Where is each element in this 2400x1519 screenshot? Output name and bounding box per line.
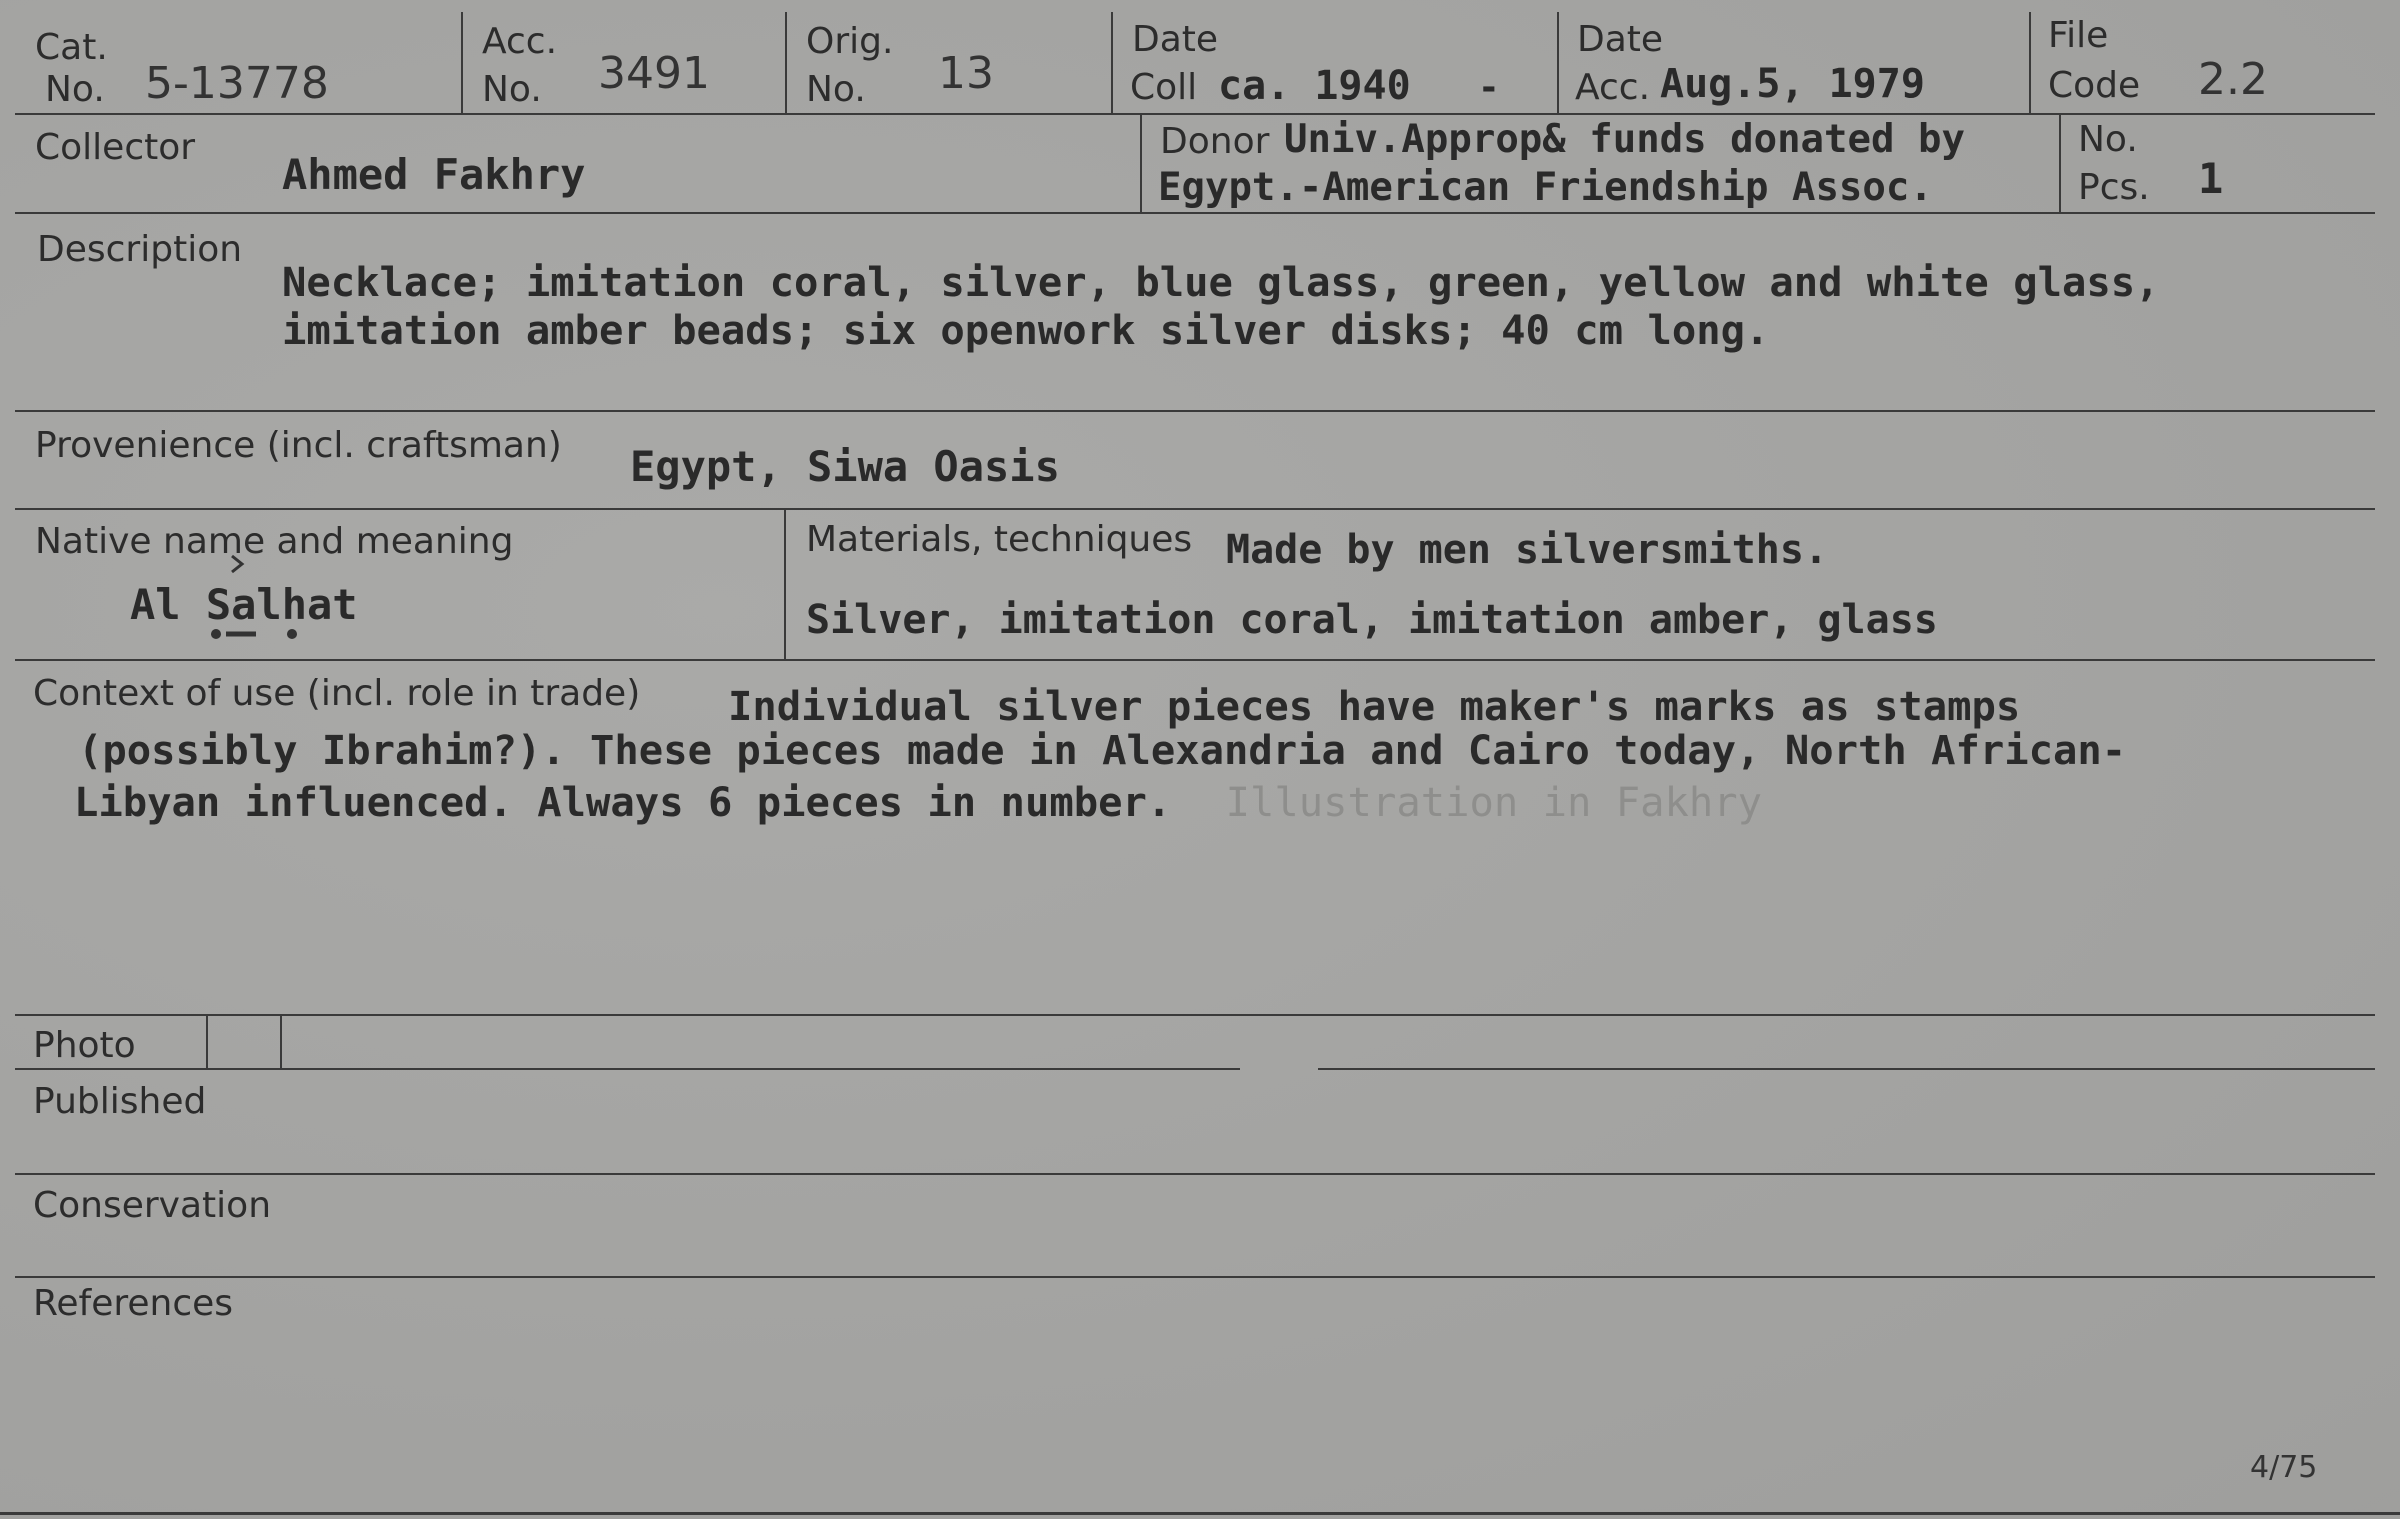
context-line-3-text: Libyan influenced. Always 6 pieces in number.: [74, 778, 1172, 826]
context-label: Context of use (incl. role in trade): [33, 673, 641, 714]
orig-number: 13: [938, 48, 994, 99]
collector-value: Ahmed Fakhry: [282, 150, 586, 199]
published-label: Published: [33, 1081, 207, 1122]
photo-label: Photo: [33, 1025, 136, 1066]
rule-context-bottom: [15, 1014, 2375, 1016]
acc-label-bottom: No.: [482, 69, 542, 110]
orig-label-top: Orig.: [806, 21, 894, 62]
pieces-value: 1: [2198, 154, 2224, 203]
date-acc-label-bottom: Acc.: [1575, 67, 1651, 108]
rule-date-file: [2029, 12, 2031, 113]
materials-line-1: Made by men silversmiths.: [1226, 527, 1829, 573]
acc-number: 3491: [598, 48, 710, 99]
cat-number: 5-13778: [145, 58, 329, 109]
collector-label: Collector: [35, 127, 196, 168]
rule-photo-bottom-left: [15, 1068, 1240, 1070]
context-line-3: [74, 778, 1763, 826]
rule-card-bottom: [0, 1512, 2400, 1515]
rule-header-bottom: [15, 113, 2375, 115]
context-line-2: (possibly Ibrahim?). These pieces made in Alexandria and Cairo today, North African-: [78, 726, 2127, 774]
donor-line-2: Egypt.-American Friendship Assoc.: [1158, 165, 1933, 210]
donor-line-1: Univ.Approp& funds donated by: [1284, 117, 1965, 162]
rule-photo-box2: [280, 1014, 282, 1070]
rule-collector-donor: [1140, 113, 1142, 212]
materials-label: Materials, techniques: [806, 519, 1193, 560]
rule-native-materials: [784, 508, 786, 660]
rule-orig-date: [1111, 12, 1113, 113]
rule-date-date: [1557, 12, 1559, 113]
conservation-label: Conservation: [33, 1185, 272, 1226]
references-label: References: [33, 1283, 234, 1324]
rule-cat-acc: [461, 12, 463, 113]
orig-label-bottom: No.: [806, 69, 866, 110]
file-code-label-top: File: [2048, 15, 2109, 56]
native-name-value: Al Salhat: [130, 580, 358, 629]
date-coll-label-bottom: Coll: [1130, 67, 1198, 108]
pieces-label-top: No.: [2078, 119, 2138, 160]
date-coll-value: ca. 1940: [1218, 63, 1411, 109]
rule-photo-box1: [206, 1014, 208, 1070]
rule-description-bottom: [15, 410, 2375, 412]
description-label: Description: [37, 229, 243, 270]
rule-photo-bottom-right: [1318, 1068, 2375, 1070]
transliteration-marks: [200, 552, 310, 642]
rule-acc-orig: [785, 12, 787, 113]
context-line-3-faint: Illustration in Fakhry: [1225, 778, 1763, 826]
pieces-label-bottom: Pcs.: [2078, 167, 2150, 208]
date-acc-label-top: Date: [1577, 19, 1664, 60]
file-code-label-bottom: Code: [2048, 65, 2141, 106]
rule-donor-pieces: [2059, 113, 2061, 212]
cat-label-top: Cat.: [35, 27, 108, 68]
description-line-2: imitation amber beads; six openwork silver disks; 40 cm long.: [282, 306, 1770, 354]
provenience-value: Egypt, Siwa Oasis: [630, 442, 1060, 491]
rule-collector-bottom: [15, 212, 2375, 214]
date-coll-label-top: Date: [1132, 19, 1219, 60]
form-number: 4/75: [2250, 1450, 2318, 1485]
context-line-1: Individual silver pieces have maker's marks as stamps: [728, 682, 2021, 730]
date-coll-dash: -: [1478, 67, 1500, 108]
rule-materials-bottom: [15, 659, 2375, 661]
rule-conservation-bottom: [15, 1276, 2375, 1278]
date-acc-value: Aug.5, 1979: [1660, 61, 1925, 107]
provenience-label: Provenience (incl. craftsman): [35, 425, 562, 466]
native-name-label: Native name and meaning: [35, 521, 514, 562]
donor-label: Donor: [1160, 121, 1270, 162]
cat-label-bottom: No.: [45, 69, 105, 110]
description-line-1: Necklace; imitation coral, silver, blue glass, green, yellow and white glass,: [282, 258, 2160, 306]
materials-line-2: Silver, imitation coral, imitation amber, glass: [806, 597, 1938, 643]
acc-label-top: Acc.: [482, 21, 558, 62]
file-code-value: 2.2: [2198, 54, 2268, 105]
rule-published-bottom: [15, 1173, 2375, 1175]
rule-provenience-bottom: [15, 508, 2375, 510]
